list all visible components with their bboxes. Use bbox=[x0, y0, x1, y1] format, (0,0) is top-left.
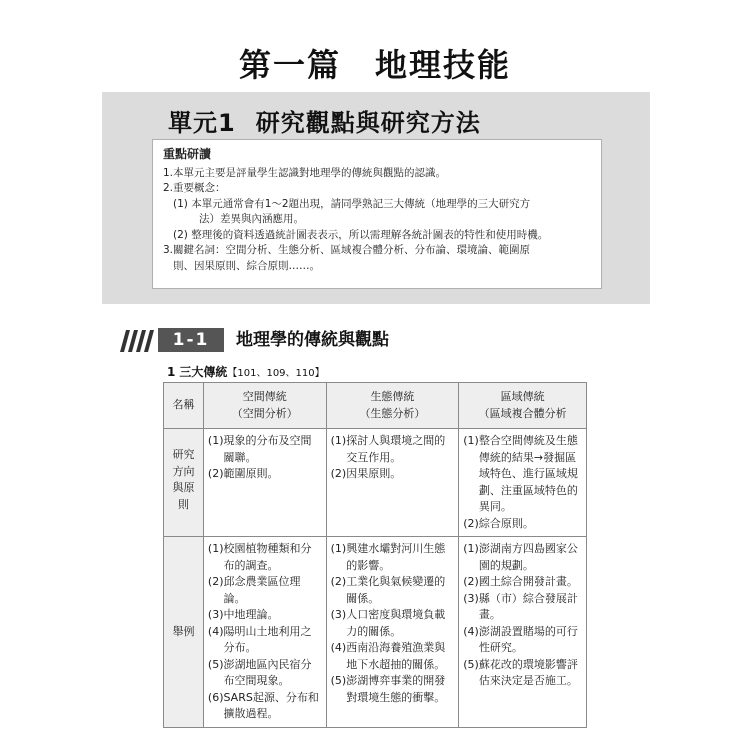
list-item: (3) 人口密度與環境負載力的關係。 bbox=[330, 608, 446, 638]
list-item: (5) 澎湖博弈事業的開發對環境生態的衝擊。 bbox=[330, 674, 446, 704]
table-cell bbox=[326, 429, 459, 537]
section-title: 地理學的傳統與觀點 bbox=[236, 330, 389, 350]
key-point-2: 2.重要概念： bbox=[163, 182, 226, 194]
part-title: 第一篇 地理技能 bbox=[238, 46, 511, 84]
list-item: (5) 澎湖地區內民宿分布空間現象。 bbox=[207, 657, 312, 687]
topic-number: 1 bbox=[167, 365, 176, 379]
table-header-row bbox=[164, 383, 587, 429]
column-name: 空間傳統 bbox=[242, 390, 287, 403]
unit-number: 單元1 bbox=[168, 109, 236, 137]
key-point-3-cont: 則、因果原則、綜合原則……。 bbox=[173, 259, 320, 272]
list-item: (4) 陽明山土地利用之分布。 bbox=[207, 624, 312, 654]
list-item: (1) 探討人與環境之間的交互作用。 bbox=[330, 434, 446, 464]
unit-title bbox=[168, 103, 481, 138]
list-item: (1) 整合空間傳統及生態傳統的結果→發掘區域特色、進行區域規劃、注重區域特色的異同。 bbox=[463, 434, 578, 513]
list-item: (1) 校園植物種類和分布的調查。 bbox=[207, 542, 312, 572]
table-row-research bbox=[164, 429, 587, 537]
section-number: 1-1 bbox=[158, 328, 224, 352]
table-cell bbox=[459, 537, 587, 728]
list-item: (5) 蘇花改的環境影響評估來決定是否施工。 bbox=[463, 657, 578, 687]
key-points-box bbox=[152, 139, 602, 289]
table-cell bbox=[203, 429, 326, 537]
list-item: (2) 因果原則。 bbox=[330, 467, 402, 480]
list-item: (3) 縣（市）綜合發展計畫。 bbox=[463, 591, 578, 621]
key-point-2-sub1: (1) 本單元通常會有1～2題出現，請同學熟記三大傳統（地理學的三大研究方 bbox=[173, 197, 531, 210]
list-item: (2) 國土綜合開發計畫。 bbox=[463, 575, 578, 588]
column-header bbox=[459, 383, 587, 429]
key-points-heading: 重點研讀 bbox=[163, 147, 212, 161]
list-item: (1) 興建水壩對河川生態的影響。 bbox=[330, 542, 446, 572]
key-point-1: 1.本單元主要是評量學生認識對地理學的傳統與觀點的認識。 bbox=[163, 166, 447, 179]
column-header bbox=[203, 383, 326, 429]
list-item: (6) SARS起源、分布和擴散過程。 bbox=[207, 690, 319, 720]
list-item: (1) 澎湖南方四島國家公園的規劃。 bbox=[463, 542, 578, 572]
topic-years: 【101、109、110】 bbox=[227, 368, 325, 379]
column-name: 生態傳統 bbox=[370, 390, 415, 403]
unit-name: 研究觀點與研究方法 bbox=[255, 109, 481, 137]
list-item: (4) 澎湖設置賭場的可行性研究。 bbox=[463, 624, 578, 654]
list-item: (2) 綜合原則。 bbox=[463, 516, 534, 530]
row-header-research: 研究 方向 與原 則 bbox=[164, 429, 204, 537]
section-header bbox=[120, 326, 640, 354]
table-row-examples bbox=[164, 537, 587, 728]
topic-heading bbox=[167, 363, 325, 380]
topic-title: 三大傳統 bbox=[179, 365, 228, 379]
key-point-3: 3.關鍵名詞：空間分析、生態分析、區域複合體分析、分布論、環境論、範圍原 bbox=[163, 244, 531, 256]
row-header-examples: 舉例 bbox=[164, 537, 204, 728]
key-point-2-sub1-cont: 法）差異與內涵應用。 bbox=[199, 213, 304, 225]
traditions-table bbox=[163, 382, 587, 728]
table-cell bbox=[459, 429, 587, 537]
list-item: (2) 邱念農業區位理論。 bbox=[207, 575, 301, 605]
table-cell bbox=[203, 537, 326, 728]
column-header bbox=[326, 383, 459, 429]
list-item: (2) 範圍原則。 bbox=[207, 467, 279, 480]
column-sub: （空間分析） bbox=[231, 406, 298, 420]
table-cell bbox=[326, 537, 459, 728]
column-sub: （生態分析） bbox=[359, 406, 426, 420]
corner-header: 名稱 bbox=[164, 383, 204, 429]
list-item: (4) 西南沿海養殖漁業與地下水超抽的關係。 bbox=[330, 641, 446, 671]
column-sub: （區域複合體分析 bbox=[478, 406, 567, 420]
column-name: 區域傳統 bbox=[500, 390, 545, 403]
list-item: (2) 工業化與氣候變遷的關係。 bbox=[330, 575, 446, 605]
list-item: (3) 中地理論。 bbox=[207, 608, 279, 621]
key-point-2-sub2: (2) 整理後的資料透過統計圖表表示，所以需理解各統計圖表的特性和使用時機。 bbox=[173, 228, 549, 241]
list-item: (1) 現象的分布及空間關聯。 bbox=[207, 434, 312, 464]
slashes-decoration-icon bbox=[120, 330, 156, 352]
